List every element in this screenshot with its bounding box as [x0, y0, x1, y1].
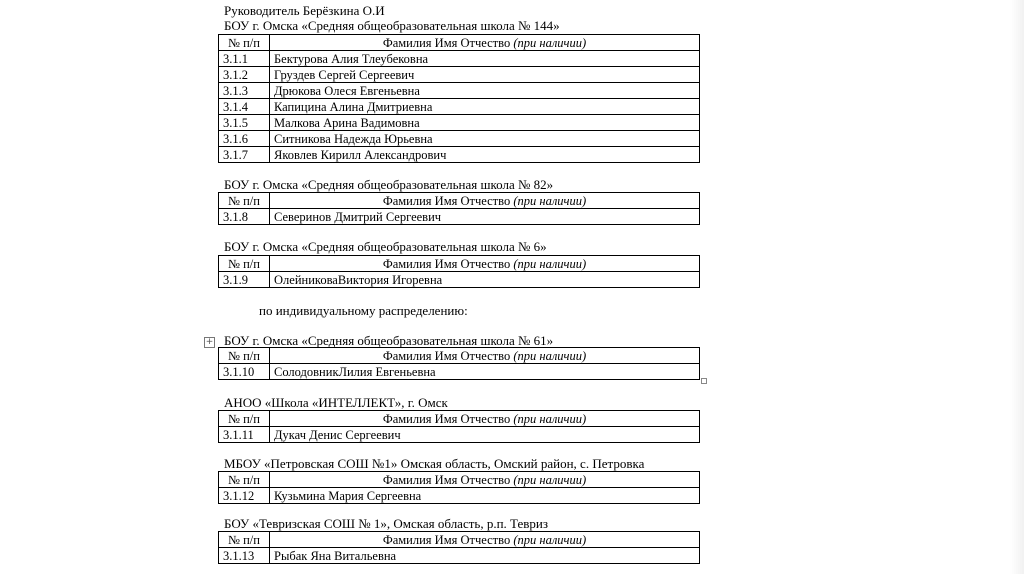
table-header-row: [219, 348, 700, 364]
row-num: 3.1.11: [219, 427, 270, 443]
column-header-name: Фамилия Имя Отчество (при наличии): [270, 472, 700, 488]
distribution-note: по индивидуальному распределению:: [259, 303, 468, 318]
column-header-name: Фамилия Имя Отчество (при наличии): [270, 348, 700, 364]
row-name: Груздев Сергей Сергеевич: [270, 67, 700, 83]
table-header-row: [219, 256, 700, 272]
name-hint: (при наличии): [513, 348, 587, 363]
name-hint: (при наличии): [513, 35, 587, 50]
row-name: Кузьмина Мария Сергеевна: [270, 488, 700, 504]
row-num: 3.1.10: [219, 364, 270, 380]
row-name: Ситникова Надежда Юрьевна: [270, 131, 700, 147]
table-header-row: [219, 35, 700, 51]
row-num: 3.1.13: [219, 548, 270, 564]
school-title: БОУ г. Омска «Средняя общеобразовательная школа № 82»: [224, 177, 554, 192]
column-header-name: Фамилия Имя Отчество (при наличии): [270, 411, 700, 427]
table-row: [219, 131, 700, 147]
table-row: [219, 115, 700, 131]
school-title: АНОО «Школа «ИНТЕЛЛЕКТ», г. Омск: [224, 395, 448, 410]
row-num: 3.1.12: [219, 488, 270, 504]
column-header-name: Фамилия Имя Отчество (при наличии): [270, 35, 700, 51]
school-title: БОУ г. Омска «Средняя общеобразовательная школа № 61»: [224, 333, 554, 348]
table-header-row: [219, 193, 700, 209]
column-header-num: № п/п: [219, 348, 270, 364]
students-table: [218, 34, 700, 163]
name-hint: (при наличии): [513, 472, 587, 487]
students-table: [218, 192, 700, 225]
row-name: Капицина Алина Дмитриевна: [270, 99, 700, 115]
row-num: 3.1.1: [219, 51, 270, 67]
row-name: Дрюкова Олеся Евгеньевна: [270, 83, 700, 99]
row-name: Малкова Арина Вадимовна: [270, 115, 700, 131]
row-num: 3.1.3: [219, 83, 270, 99]
table-resize-handle-icon[interactable]: [701, 378, 707, 384]
table-row: [219, 147, 700, 163]
column-header-num: № п/п: [219, 472, 270, 488]
table-row: [219, 364, 700, 380]
row-num: 3.1.5: [219, 115, 270, 131]
page-edge-shadow: [1010, 0, 1024, 574]
row-num: 3.1.6: [219, 131, 270, 147]
row-name: ОлейниковаВиктория Игоревна: [270, 272, 700, 288]
column-header-name: Фамилия Имя Отчество (при наличии): [270, 256, 700, 272]
students-table: [218, 347, 700, 380]
students-table: [218, 255, 700, 288]
column-header-num: № п/п: [219, 193, 270, 209]
table-header-row: [219, 411, 700, 427]
table-row: [219, 488, 700, 504]
column-header-num: № п/п: [219, 256, 270, 272]
table-row: [219, 427, 700, 443]
row-num: 3.1.2: [219, 67, 270, 83]
column-header-num: № п/п: [219, 35, 270, 51]
table-row: [219, 51, 700, 67]
table-row: [219, 209, 700, 225]
row-num: 3.1.9: [219, 272, 270, 288]
row-name: Бектурова Алия Тлеубековна: [270, 51, 700, 67]
table-row: [219, 272, 700, 288]
column-header-name: Фамилия Имя Отчество (при наличии): [270, 193, 700, 209]
name-hint: (при наличии): [513, 193, 587, 208]
column-header-name: Фамилия Имя Отчество (при наличии): [270, 532, 700, 548]
table-row: [219, 548, 700, 564]
students-table: [218, 410, 700, 443]
column-header-num: № п/п: [219, 411, 270, 427]
students-table: [218, 531, 700, 564]
school-title: БОУ «Тевризская СОШ № 1», Омская область, р.п. Тевриз: [224, 516, 548, 531]
table-row: [219, 99, 700, 115]
row-num: 3.1.7: [219, 147, 270, 163]
leader-line: Руководитель Берёзкина О.И: [224, 3, 385, 18]
table-header-row: [219, 472, 700, 488]
students-table: [218, 471, 700, 504]
row-num: 3.1.8: [219, 209, 270, 225]
row-name: Яковлев Кирилл Александрович: [270, 147, 700, 163]
school-title: МБОУ «Петровская СОШ №1» Омская область, Омский район, с. Петровка: [224, 456, 645, 471]
row-name: Дукач Денис Сергеевич: [270, 427, 700, 443]
name-hint: (при наличии): [513, 411, 587, 426]
row-num: 3.1.4: [219, 99, 270, 115]
table-row: [219, 67, 700, 83]
column-header-num: № п/п: [219, 532, 270, 548]
name-hint: (при наличии): [513, 256, 587, 271]
row-name: СолодовникЛилия Евгеньевна: [270, 364, 700, 380]
table-header-row: [219, 532, 700, 548]
table-move-handle-icon[interactable]: +: [205, 337, 214, 347]
row-name: Северинов Дмитрий Сергеевич: [270, 209, 700, 225]
row-name: Рыбак Яна Витальевна: [270, 548, 700, 564]
name-hint: (при наличии): [513, 532, 587, 547]
school-title: БОУ г. Омска «Средняя общеобразовательная школа № 6»: [224, 239, 547, 254]
school-title: БОУ г. Омска «Средняя общеобразовательная школа № 144»: [224, 18, 560, 33]
table-row: [219, 83, 700, 99]
